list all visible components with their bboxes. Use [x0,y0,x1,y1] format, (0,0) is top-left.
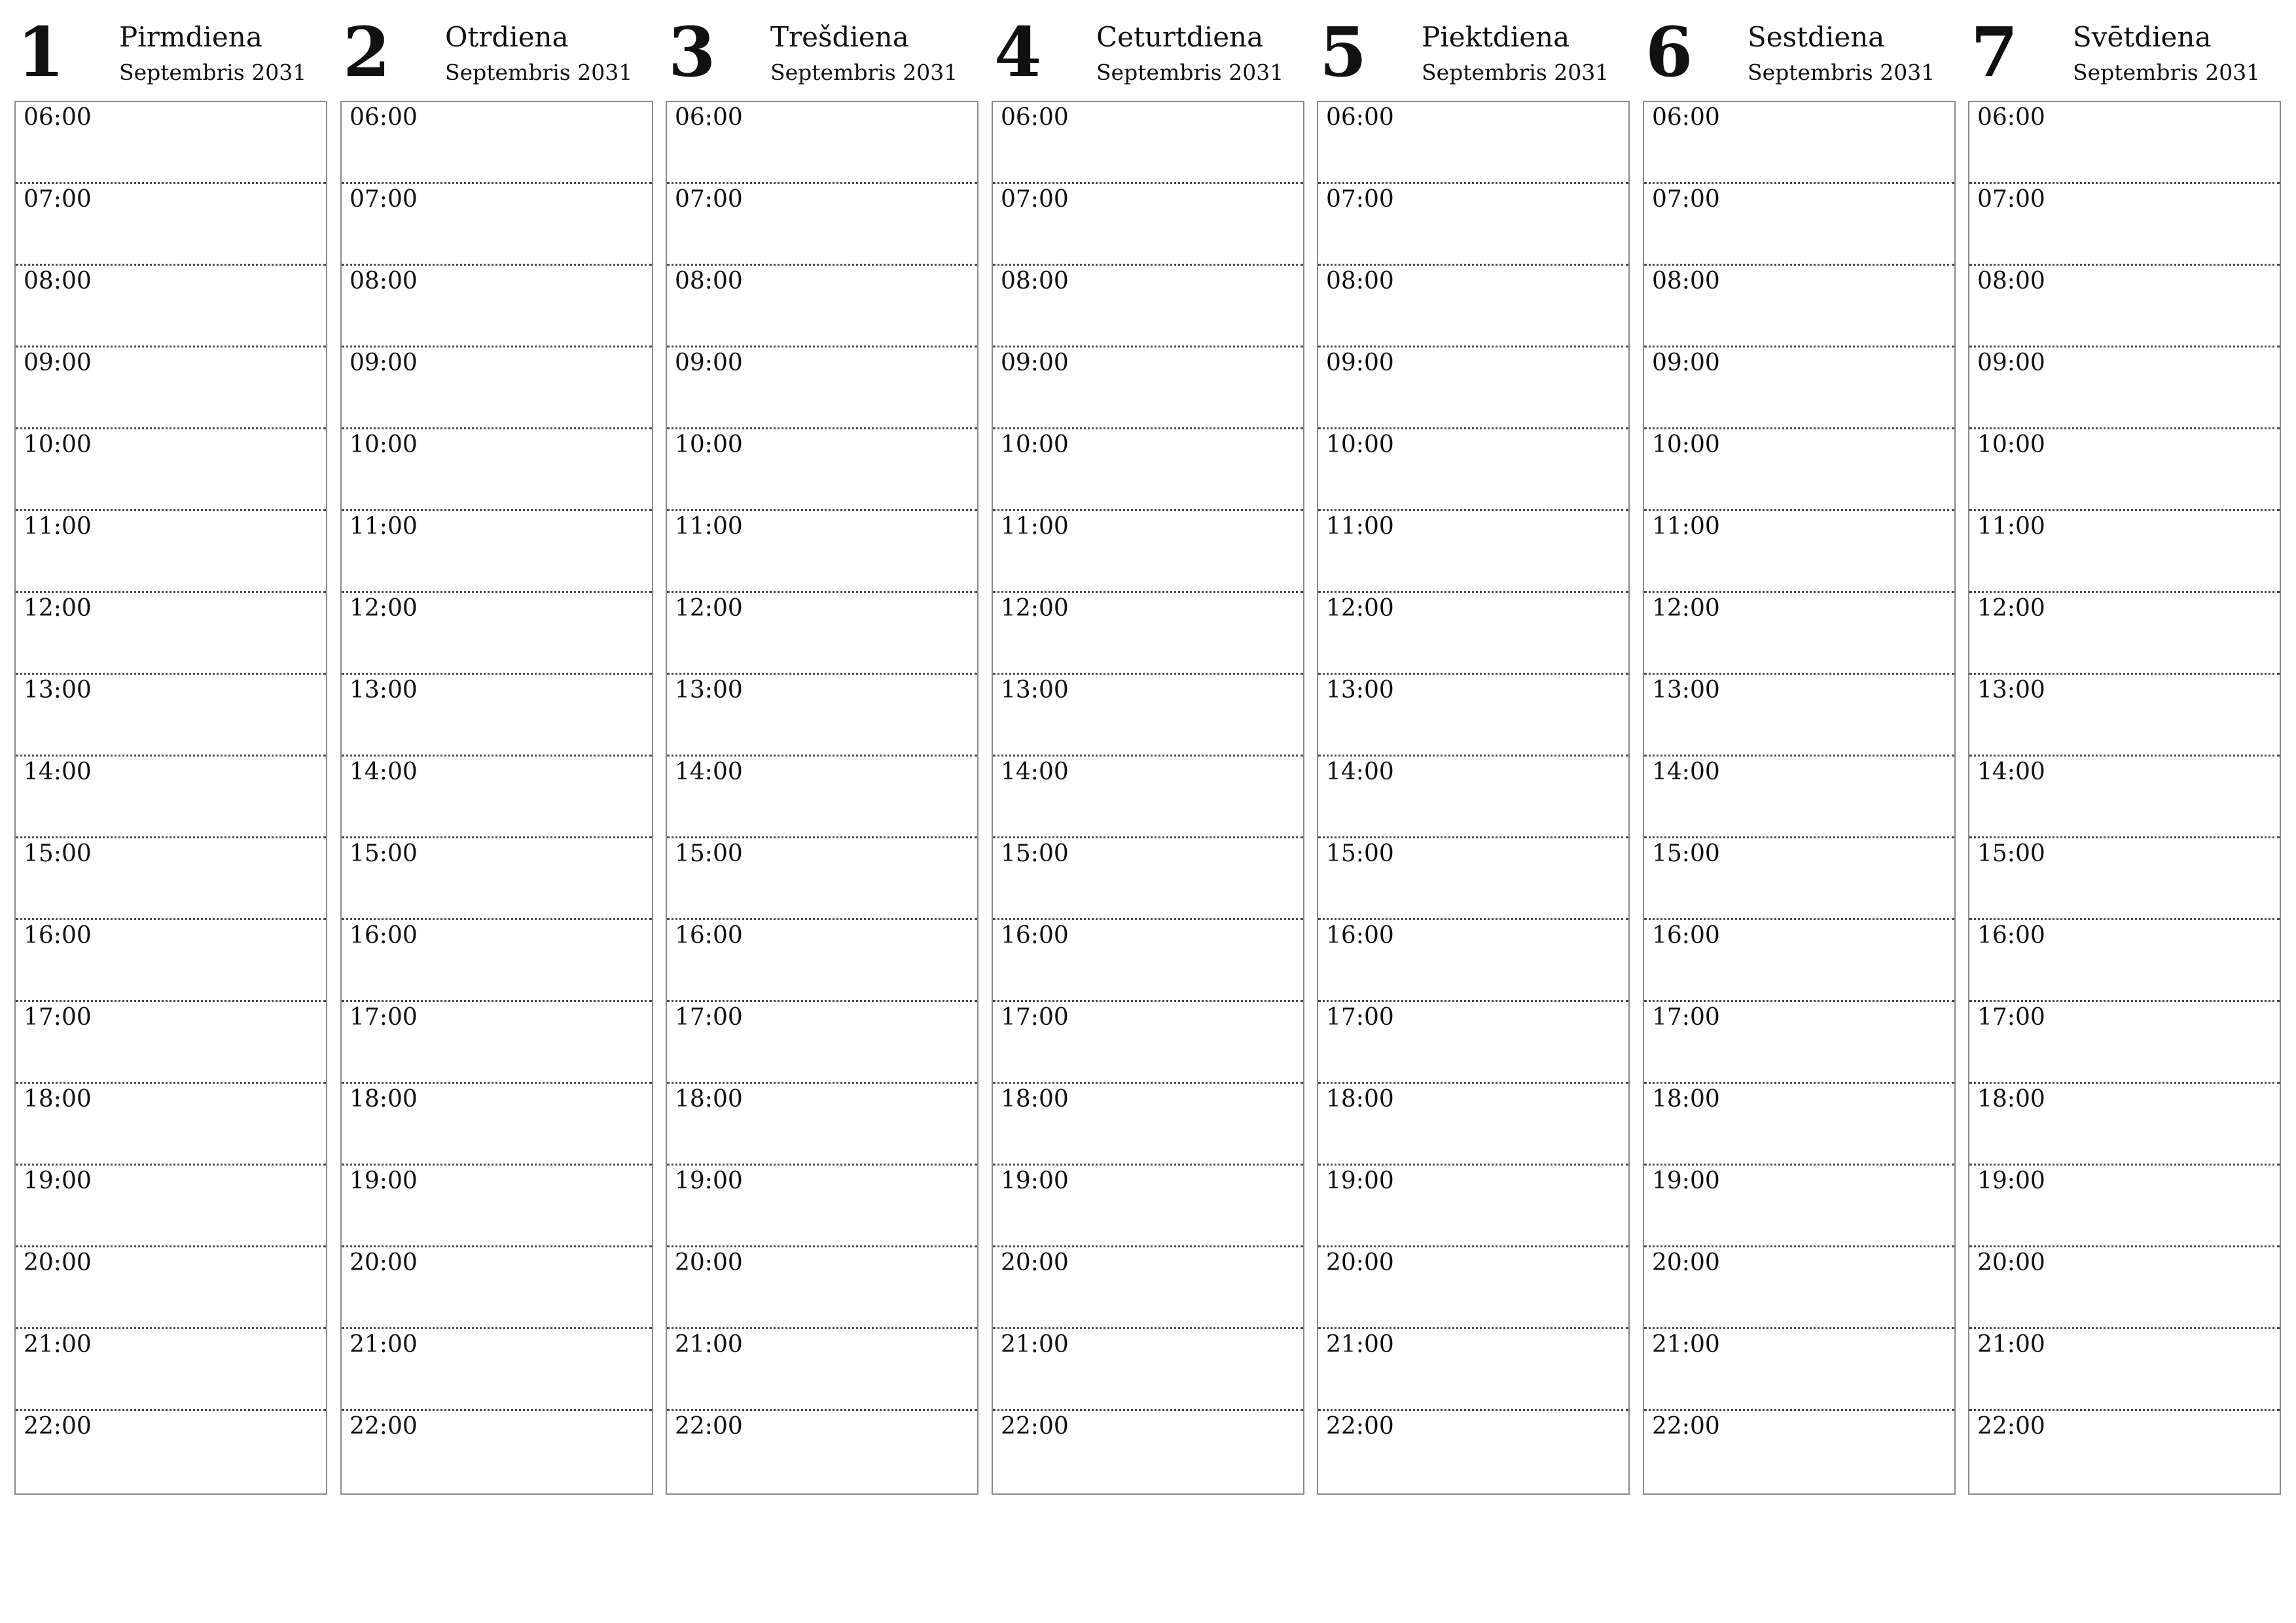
weekday-name: Ceturtdiena [1096,21,1264,53]
hour-slot[interactable] [342,1002,652,1084]
hour-label: 22:00 [1326,1413,1394,1440]
hour-slot[interactable] [993,593,1303,675]
hour-label: 21:00 [1001,1331,1069,1358]
hour-label: 13:00 [1001,677,1069,704]
hour-label: 17:00 [1977,1004,2045,1031]
hour-slot[interactable] [993,184,1303,266]
hour-slot[interactable] [667,184,977,266]
weekday-name: Sestdiena [1748,21,1885,53]
hour-label: 11:00 [675,513,743,540]
hour-label: 20:00 [1001,1249,1069,1276]
day-number: 3 [668,12,716,92]
hour-slot[interactable] [993,1002,1303,1084]
hour-label: 07:00 [1652,186,1720,213]
hour-slot[interactable] [1969,1084,2280,1166]
hour-slot[interactable] [993,511,1303,593]
day-number: 7 [1971,12,2018,92]
hour-label: 15:00 [1001,840,1069,867]
hour-label: 07:00 [1977,186,2045,213]
hour-label: 06:00 [1977,104,2045,131]
hour-slot[interactable] [1969,184,2280,266]
day-column [1317,12,1630,1497]
hour-slot[interactable] [342,675,652,757]
hour-slot[interactable] [667,1002,977,1084]
hour-slot[interactable] [993,675,1303,757]
hour-label: 10:00 [350,431,418,458]
hour-slot[interactable] [1969,511,2280,593]
hour-slot[interactable] [993,757,1303,838]
hour-slot[interactable] [993,1411,1303,1493]
hour-label: 10:00 [1001,431,1069,458]
hour-label: 21:00 [350,1331,418,1358]
hour-label: 17:00 [675,1004,743,1031]
month-year-label: Septembris 2031 [445,60,633,85]
hour-label: 19:00 [1001,1168,1069,1194]
hour-slot[interactable] [1644,838,1954,920]
hour-slot[interactable] [667,266,977,348]
hour-slot[interactable] [16,838,326,920]
weekday-name: Svētdiena [2073,21,2212,53]
hour-label: 19:00 [1977,1168,2045,1194]
hour-slot[interactable] [1969,1411,2280,1493]
day-column [1968,12,2281,1497]
hour-slot[interactable] [342,102,652,184]
hour-label: 16:00 [1001,922,1069,949]
hour-slot[interactable] [1644,675,1954,757]
hour-label: 12:00 [350,595,418,622]
hour-label: 21:00 [1977,1331,2045,1358]
hour-label: 15:00 [24,840,92,867]
hour-label: 10:00 [24,431,92,458]
hour-slot[interactable] [1644,1002,1954,1084]
hour-label: 22:00 [1652,1413,1720,1440]
day-schedule-box [340,101,653,1495]
hour-slot[interactable] [1318,1411,1628,1493]
weekday-name: Trešdiena [770,21,909,53]
hour-label: 22:00 [1977,1413,2045,1440]
weekday-name: Otrdiena [445,21,569,53]
hour-slot[interactable] [342,1329,652,1411]
hour-label: 06:00 [675,104,743,131]
hour-slot[interactable] [667,429,977,511]
hour-slot[interactable] [667,757,977,838]
day-header [666,12,978,101]
hour-label: 11:00 [1326,513,1394,540]
hour-slot[interactable] [342,429,652,511]
hour-label: 14:00 [1977,758,2045,785]
hour-label: 08:00 [675,268,743,294]
hour-slot[interactable] [1644,920,1954,1002]
hour-slot[interactable] [342,757,652,838]
hour-slot[interactable] [1969,757,2280,838]
hour-label: 12:00 [1977,595,2045,622]
hour-label: 08:00 [1326,268,1394,294]
hour-slot[interactable] [1644,102,1954,184]
hour-slot[interactable] [1644,348,1954,429]
hour-slot[interactable] [1644,1411,1954,1493]
hour-slot[interactable] [1969,102,2280,184]
hour-slot[interactable] [1644,1084,1954,1166]
hour-slot[interactable] [993,1247,1303,1329]
day-number: 2 [343,12,391,92]
hour-label: 19:00 [1652,1168,1720,1194]
hour-slot[interactable] [667,1329,977,1411]
month-year-label: Septembris 2031 [770,60,958,85]
hour-slot[interactable] [16,102,326,184]
hour-slot[interactable] [1318,593,1628,675]
day-schedule-box [14,101,327,1495]
hour-label: 20:00 [350,1249,418,1276]
hour-slot[interactable] [1318,1329,1628,1411]
hour-label: 15:00 [1977,840,2045,867]
hour-slot[interactable] [1644,266,1954,348]
hour-slot[interactable] [667,593,977,675]
hour-label: 09:00 [24,349,92,376]
hour-label: 21:00 [1652,1331,1720,1358]
hour-label: 07:00 [350,186,418,213]
hour-slot[interactable] [342,511,652,593]
month-year-label: Septembris 2031 [1748,60,1935,85]
hour-label: 07:00 [675,186,743,213]
hour-label: 14:00 [1001,758,1069,785]
hour-slot[interactable] [993,102,1303,184]
hour-label: 16:00 [24,922,92,949]
hour-label: 21:00 [675,1331,743,1358]
day-column [666,12,978,1497]
hour-slot[interactable] [993,1084,1303,1166]
hour-label: 21:00 [24,1331,92,1358]
hour-label: 08:00 [1652,268,1720,294]
hour-slot[interactable] [16,593,326,675]
hour-slot[interactable] [342,1247,652,1329]
hour-label: 19:00 [1326,1168,1394,1194]
hour-slot[interactable] [342,184,652,266]
hour-label: 16:00 [675,922,743,949]
hour-label: 13:00 [1977,677,2045,704]
hour-label: 14:00 [24,758,92,785]
hour-slot[interactable] [1969,920,2280,1002]
hour-slot[interactable] [993,266,1303,348]
day-header [992,12,1304,101]
hour-slot[interactable] [16,348,326,429]
hour-slot[interactable] [1318,1002,1628,1084]
hour-slot[interactable] [16,1329,326,1411]
hour-slot[interactable] [16,1084,326,1166]
hour-label: 09:00 [1326,349,1394,376]
hour-label: 09:00 [1001,349,1069,376]
hour-label: 09:00 [350,349,418,376]
hour-slot[interactable] [1318,102,1628,184]
day-number: 4 [994,12,1042,92]
day-column [992,12,1304,1497]
hour-label: 20:00 [1326,1249,1394,1276]
hour-slot[interactable] [667,920,977,1002]
hour-label: 19:00 [24,1168,92,1194]
hour-label: 09:00 [675,349,743,376]
hour-label: 14:00 [675,758,743,785]
hour-label: 15:00 [1326,840,1394,867]
hour-label: 10:00 [1977,431,2045,458]
hour-label: 20:00 [1652,1249,1720,1276]
day-header [1968,12,2281,101]
hour-label: 14:00 [1326,758,1394,785]
hour-slot[interactable] [1644,1247,1954,1329]
month-year-label: Septembris 2031 [1422,60,1609,85]
hour-slot[interactable] [16,266,326,348]
hour-slot[interactable] [16,511,326,593]
hour-slot[interactable] [1644,593,1954,675]
hour-label: 16:00 [1652,922,1720,949]
hour-label: 11:00 [350,513,418,540]
hour-label: 13:00 [1326,677,1394,704]
hour-slot[interactable] [993,429,1303,511]
day-header [1317,12,1630,101]
hour-slot[interactable] [667,102,977,184]
hour-slot[interactable] [16,757,326,838]
hour-label: 08:00 [350,268,418,294]
hour-label: 17:00 [1652,1004,1720,1031]
hour-label: 07:00 [1001,186,1069,213]
hour-slot[interactable] [667,838,977,920]
hour-label: 06:00 [1652,104,1720,131]
hour-slot[interactable] [993,1329,1303,1411]
day-column [340,12,653,1497]
hour-slot[interactable] [1318,675,1628,757]
hour-slot[interactable] [16,1166,326,1247]
hour-label: 11:00 [1652,513,1720,540]
hour-label: 16:00 [350,922,418,949]
hour-label: 16:00 [1326,922,1394,949]
hour-label: 08:00 [1001,268,1069,294]
hour-label: 13:00 [350,677,418,704]
day-schedule-box [666,101,978,1495]
hour-slot[interactable] [1969,1247,2280,1329]
hour-label: 15:00 [675,840,743,867]
hour-slot[interactable] [1969,1166,2280,1247]
hour-slot[interactable] [1644,511,1954,593]
hour-label: 12:00 [1326,595,1394,622]
hour-slot[interactable] [1318,1247,1628,1329]
hour-slot[interactable] [1969,838,2280,920]
hour-slot[interactable] [1318,429,1628,511]
hour-label: 18:00 [1652,1086,1720,1113]
hour-slot[interactable] [1969,1002,2280,1084]
hour-slot[interactable] [1318,920,1628,1002]
hour-label: 20:00 [1977,1249,2045,1276]
day-number: 1 [17,12,65,92]
hour-slot[interactable] [993,920,1303,1002]
hour-label: 07:00 [1326,186,1394,213]
hour-label: 17:00 [350,1004,418,1031]
hour-label: 10:00 [675,431,743,458]
hour-label: 08:00 [1977,268,2045,294]
hour-label: 09:00 [1652,349,1720,376]
hour-label: 17:00 [1001,1004,1069,1031]
hour-slot[interactable] [1318,266,1628,348]
hour-slot[interactable] [1969,593,2280,675]
hour-label: 17:00 [24,1004,92,1031]
hour-slot[interactable] [667,1247,977,1329]
weekday-name: Piektdiena [1422,21,1570,53]
hour-slot[interactable] [1644,1329,1954,1411]
hour-slot[interactable] [1318,1166,1628,1247]
hour-slot[interactable] [1318,838,1628,920]
hour-label: 10:00 [1326,431,1394,458]
hour-slot[interactable] [342,1166,652,1247]
hour-slot[interactable] [667,1411,977,1493]
day-header [1643,12,1956,101]
hour-label: 22:00 [1001,1413,1069,1440]
hour-slot[interactable] [1318,184,1628,266]
hour-label: 08:00 [24,268,92,294]
hour-label: 12:00 [1001,595,1069,622]
hour-slot[interactable] [667,511,977,593]
hour-slot[interactable] [1644,184,1954,266]
hour-slot[interactable] [16,429,326,511]
hour-slot[interactable] [342,920,652,1002]
hour-label: 06:00 [1326,104,1394,131]
month-year-label: Septembris 2031 [119,60,307,85]
hour-label: 18:00 [1001,1086,1069,1113]
hour-label: 21:00 [1326,1331,1394,1358]
hour-slot[interactable] [1644,757,1954,838]
hour-slot[interactable] [667,1084,977,1166]
hour-slot[interactable] [342,1084,652,1166]
hour-label: 22:00 [24,1413,92,1440]
hour-label: 11:00 [24,513,92,540]
hour-label: 06:00 [1001,104,1069,131]
hour-label: 22:00 [350,1413,418,1440]
hour-slot[interactable] [1969,429,2280,511]
day-header [340,12,653,101]
hour-label: 19:00 [350,1168,418,1194]
day-schedule-box [992,101,1304,1495]
hour-slot[interactable] [16,1247,326,1329]
hour-slot[interactable] [16,1002,326,1084]
day-schedule-box [1317,101,1630,1495]
hour-label: 14:00 [350,758,418,785]
hour-slot[interactable] [993,348,1303,429]
month-year-label: Septembris 2031 [1096,60,1284,85]
hour-slot[interactable] [342,593,652,675]
hour-slot[interactable] [1318,348,1628,429]
hour-label: 06:00 [24,104,92,131]
hour-slot[interactable] [16,920,326,1002]
hour-slot[interactable] [1644,429,1954,511]
hour-label: 18:00 [675,1086,743,1113]
hour-slot[interactable] [16,184,326,266]
day-schedule-box [1643,101,1956,1495]
hour-label: 16:00 [1977,922,2045,949]
day-column [14,12,327,1497]
hour-label: 15:00 [1652,840,1720,867]
hour-label: 18:00 [350,1086,418,1113]
hour-slot[interactable] [1318,511,1628,593]
hour-label: 18:00 [1977,1086,2045,1113]
hour-label: 11:00 [1977,513,2045,540]
hour-slot[interactable] [342,348,652,429]
hour-label: 12:00 [675,595,743,622]
hour-slot[interactable] [16,1411,326,1493]
day-number: 6 [1645,12,1693,92]
hour-label: 14:00 [1652,758,1720,785]
hour-label: 19:00 [675,1168,743,1194]
day-header [14,12,327,101]
day-number: 5 [1319,12,1367,92]
hour-label: 13:00 [1652,677,1720,704]
hour-slot[interactable] [342,1411,652,1493]
hour-slot[interactable] [667,1166,977,1247]
hour-label: 09:00 [1977,349,2045,376]
hour-label: 20:00 [675,1249,743,1276]
hour-label: 11:00 [1001,513,1069,540]
hour-label: 13:00 [24,677,92,704]
weekday-name: Pirmdiena [119,21,262,53]
hour-slot[interactable] [16,675,326,757]
hour-label: 06:00 [350,104,418,131]
hour-label: 07:00 [24,186,92,213]
hour-label: 10:00 [1652,431,1720,458]
hour-label: 18:00 [1326,1086,1394,1113]
hour-slot[interactable] [667,348,977,429]
hour-label: 13:00 [675,677,743,704]
day-column [1643,12,1956,1497]
hour-slot[interactable] [1969,1329,2280,1411]
hour-slot[interactable] [993,838,1303,920]
hour-label: 12:00 [24,595,92,622]
month-year-label: Septembris 2031 [2073,60,2261,85]
hour-slot[interactable] [1318,757,1628,838]
hour-label: 15:00 [350,840,418,867]
hour-slot[interactable] [1969,348,2280,429]
hour-label: 22:00 [675,1413,743,1440]
hour-slot[interactable] [667,675,977,757]
hour-slot[interactable] [1969,675,2280,757]
day-schedule-box [1968,101,2281,1495]
hour-slot[interactable] [993,1166,1303,1247]
hour-label: 12:00 [1652,595,1720,622]
hour-slot[interactable] [1318,1084,1628,1166]
hour-slot[interactable] [342,266,652,348]
hour-slot[interactable] [1644,1166,1954,1247]
hour-label: 18:00 [24,1086,92,1113]
hour-slot[interactable] [342,838,652,920]
weekly-planner [14,12,2286,1497]
hour-label: 20:00 [24,1249,92,1276]
hour-slot[interactable] [1969,266,2280,348]
hour-label: 17:00 [1326,1004,1394,1031]
